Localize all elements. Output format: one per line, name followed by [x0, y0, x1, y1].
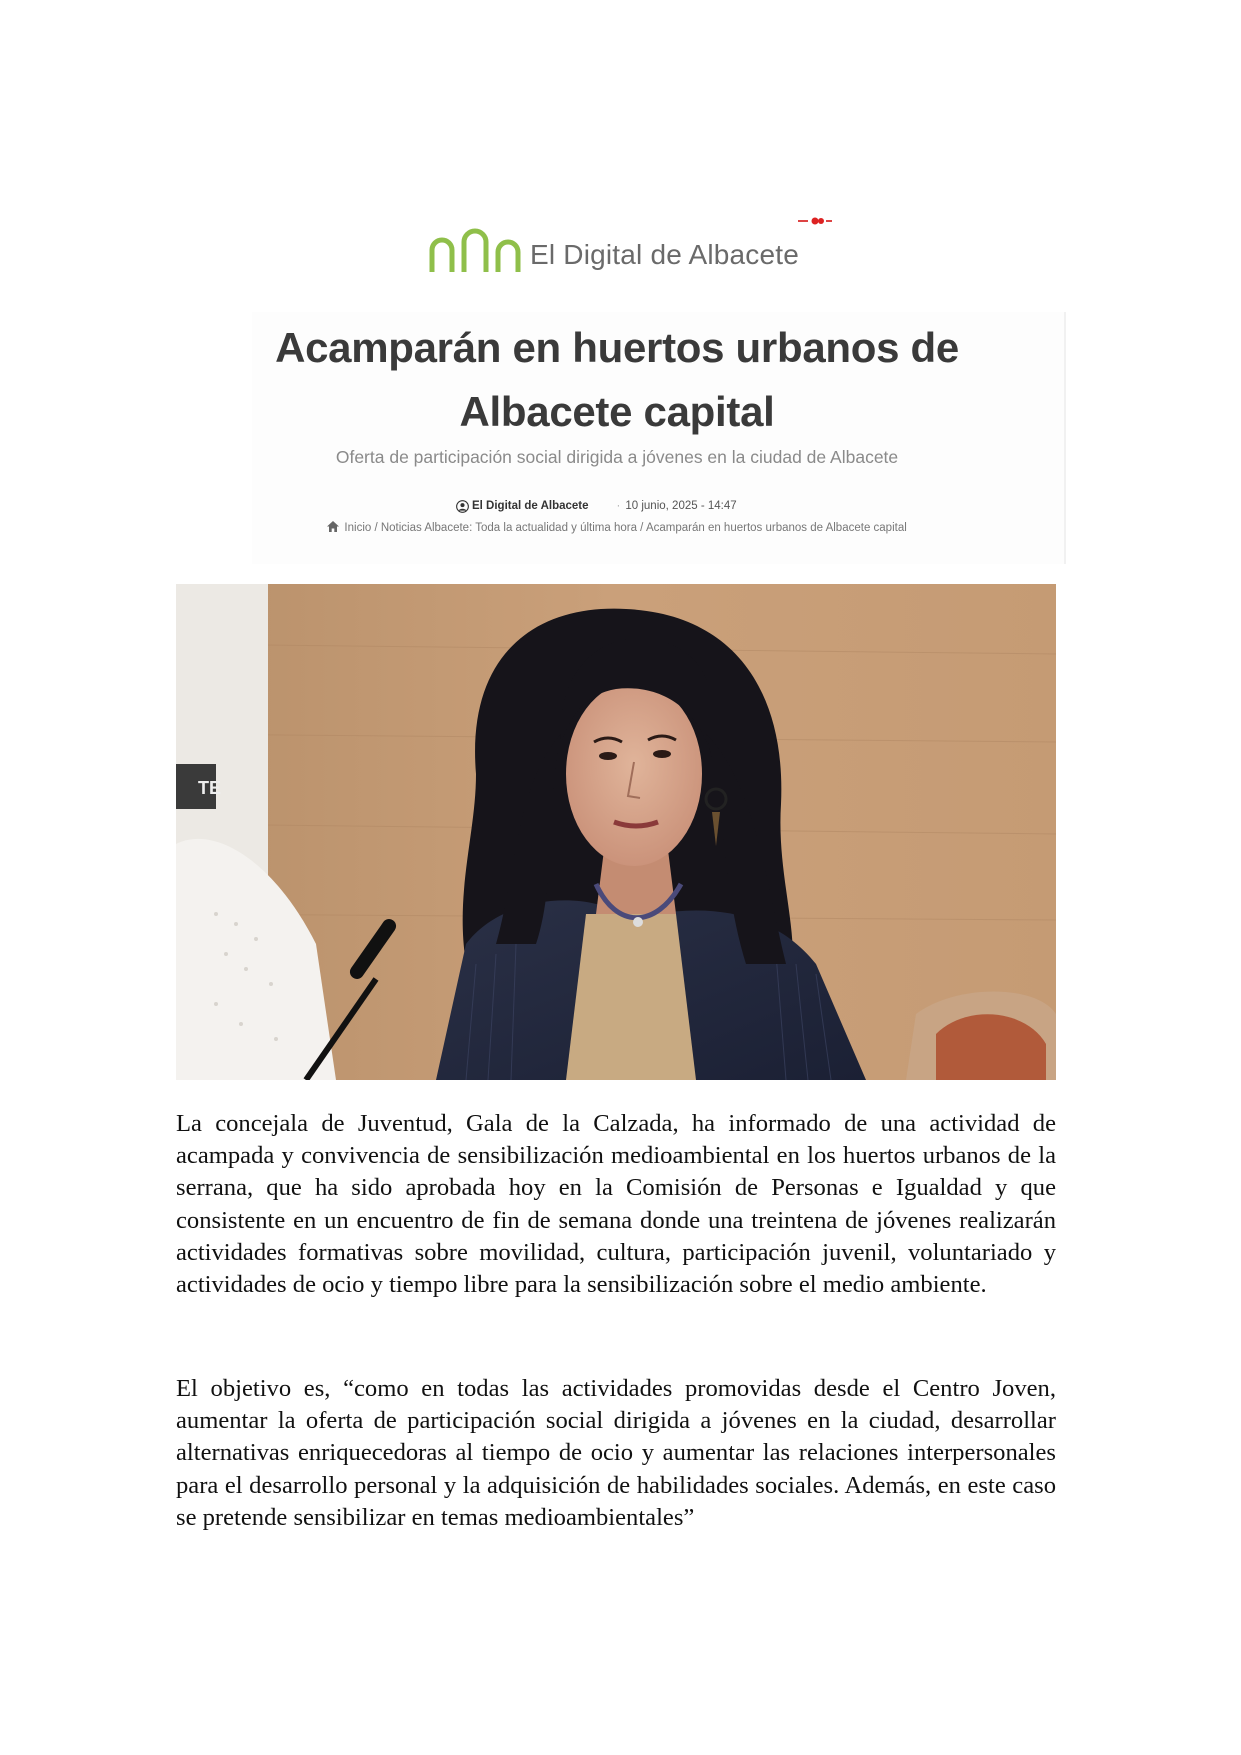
publish-date: 10 junio, 2025 - 14:47 [625, 500, 737, 512]
breadcrumb-text[interactable]: Inicio / Noticias Albacete: Toda la actualidad y última hora / Acamparán en huertos urbanos de Albacete capital [344, 522, 907, 534]
article-subtitle: Oferta de participación social dirigida a jóvenes en la ciudad de Albacete [335, 447, 899, 467]
article-headline: Acamparán en huertos urbanos de Albacete capital [275, 324, 959, 435]
breadcrumb[interactable] [252, 520, 982, 536]
user-icon [456, 500, 469, 513]
site-name: El Digital de Albacete [530, 239, 800, 270]
byline-separator: · [616, 500, 621, 512]
paragraph: La concejala de Juventud, Gala de la Calzada, ha informado de una actividad de acampada y convivencia de sensibilización medioambiental en los huertos urbanos de la serrana, que ha sido aprobada hoy en la Comisión de Personas e Igualdad y que consistente en un encuentro de fin de semana donde una treintena de jóvenes realizarán actividades formativas sobre movilidad, cultura, participación juvenil, voluntariado y actividades de ocio y tiempo libre para la sensibilización sobre el medio ambiente. [176, 1110, 1056, 1299]
sponsor-badge-icon [798, 216, 832, 226]
article-photo [176, 584, 1056, 1080]
paragraph: El objetivo es, “como en todas las actividades promovidas desde el Centro Joven, aumentar la oferta de participación social dirigida a jóvenes en la ciudad, desarrollar alternativas enriquecedoras al tiempo de ocio y aumentar las relaciones interpersonales para el desarrollo personal y la adquisición de habilidades sociales. Además, en este caso se pretende sensibilizar en temas medioambientales” [176, 1375, 1056, 1531]
home-icon [327, 521, 339, 532]
triple-arch-logo-icon [428, 228, 522, 272]
author-link[interactable]: El Digital de Albacete [472, 500, 589, 512]
site-logo[interactable] [428, 228, 799, 272]
svg-text:TE: TE [198, 778, 222, 798]
article-header-clip [252, 312, 1066, 564]
byline [456, 498, 737, 514]
